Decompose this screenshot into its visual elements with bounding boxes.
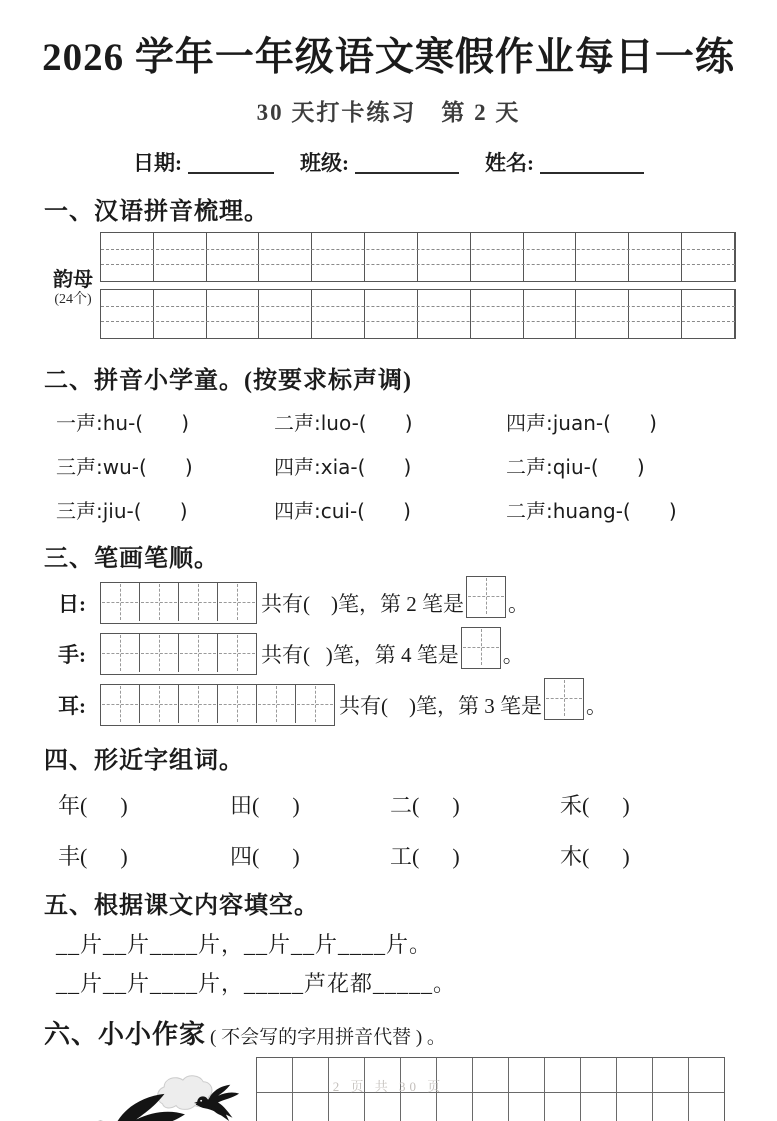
grid-cell <box>462 628 500 666</box>
grid-cell <box>101 583 140 621</box>
section3-heading: 三、笔画笔顺。 <box>44 546 219 572</box>
vowel-label: 韵母 <box>53 269 93 292</box>
grid-cell <box>689 1093 724 1121</box>
grid-row <box>100 289 736 339</box>
grid-cell <box>101 233 154 281</box>
word-item: 二( ) <box>390 793 460 818</box>
grid-row <box>100 633 257 675</box>
word-item: 年( ) <box>58 793 128 818</box>
word-item: 木( ) <box>560 844 630 869</box>
pinyin-grid-label <box>46 269 100 308</box>
stroke-question-text: 共有( )笔，第 2 笔是 <box>261 592 464 616</box>
stroke-period: 。 <box>502 643 524 667</box>
tone-item: 二声:qiu-( ) <box>506 455 645 479</box>
section4-heading: 四、形近字组词。 <box>44 748 244 774</box>
page-title: 2026 学年一年级语文寒假作业每日一练 <box>42 36 735 79</box>
class-blank <box>355 150 459 174</box>
tone-item: 四声:cui-( ) <box>274 499 411 523</box>
name-field <box>485 147 644 177</box>
stroke-answer-box <box>544 678 584 720</box>
grid-cell <box>179 685 218 723</box>
section6-heading <box>44 1014 777 1051</box>
tone-item: 二声:luo-( ) <box>274 411 413 435</box>
grid-cell <box>365 1093 401 1121</box>
name-blank <box>540 150 644 174</box>
grid-cell <box>259 233 312 281</box>
grid-row <box>461 627 501 669</box>
grid-cell <box>473 1093 509 1121</box>
stroke-row-ri <box>58 582 777 624</box>
tone-item: 二声:huang-( ) <box>506 499 677 523</box>
grid-cell <box>576 233 629 281</box>
stroke-question-text: 共有( )笔，第 3 笔是 <box>339 694 542 718</box>
grid-cell <box>682 233 735 281</box>
date-label: 日期: <box>133 151 182 175</box>
grid-cell <box>617 1093 653 1121</box>
grid-cell <box>581 1093 617 1121</box>
grid-cell <box>140 634 179 672</box>
tone-item: 三声:wu-( ) <box>56 455 193 479</box>
grid-cell <box>418 233 471 281</box>
grid-cell <box>312 290 365 338</box>
stroke-period: 。 <box>586 694 607 718</box>
grid-cell <box>101 685 140 723</box>
grid-row <box>100 684 335 726</box>
grid-cell <box>629 233 682 281</box>
name-label: 姓名: <box>485 151 534 175</box>
grid-row <box>257 1093 724 1121</box>
grid-row <box>100 582 257 624</box>
tone-item: 三声:jiu-( ) <box>56 499 188 523</box>
grid-cell <box>682 290 735 338</box>
stroke-question-text: 共有( )笔，第 4 笔是 <box>261 643 459 667</box>
grid-row <box>466 576 506 618</box>
section5-heading: 五、根据课文内容填空。 <box>44 893 319 919</box>
tone-items-grid <box>56 407 777 524</box>
pinyin-fourline-grid <box>100 232 736 346</box>
word-item: 丰( ) <box>58 844 128 869</box>
section6-note: ( 不会写的字用拼音代替 ) 。 <box>210 1027 446 1048</box>
grid-cell <box>471 233 524 281</box>
fill-in-line: __片__片____片，_____芦花都_____。 <box>56 971 457 996</box>
grid-cell <box>257 1093 293 1121</box>
stroke-row-shou <box>58 633 777 675</box>
stroke-character: 耳: <box>58 694 86 718</box>
grid-cell <box>545 679 583 717</box>
grid-cell <box>140 685 179 723</box>
grid-cell <box>207 233 260 281</box>
word-item: 四( ) <box>230 844 300 869</box>
grid-cell <box>545 1093 581 1121</box>
stroke-period: 。 <box>508 592 529 616</box>
grid-cell <box>154 290 207 338</box>
grid-cell <box>653 1093 689 1121</box>
grid-cell <box>207 290 260 338</box>
tone-item: 一声:hu-( ) <box>56 411 190 435</box>
word-item: 禾( ) <box>560 793 630 818</box>
grid-cell <box>312 233 365 281</box>
word-item: 田( ) <box>230 793 300 818</box>
vowel-count-label: (24个) <box>54 292 92 308</box>
tone-item: 四声:xia-( ) <box>274 455 412 479</box>
section1-heading: 一、汉语拼音梳理。 <box>44 199 269 225</box>
grid-cell <box>576 290 629 338</box>
grid-cell <box>259 290 312 338</box>
tone-item: 四声:juan-( ) <box>506 411 657 435</box>
grid-cell <box>101 290 154 338</box>
grid-cell <box>418 290 471 338</box>
grid-cell <box>524 233 577 281</box>
pinyin-review-block <box>46 232 777 346</box>
stroke-order-grid <box>100 582 257 624</box>
stroke-row-er <box>58 684 777 726</box>
stroke-order-grid <box>100 633 257 675</box>
grid-cell <box>218 634 256 672</box>
stroke-character: 日: <box>58 592 86 616</box>
word-pairs-grid <box>58 789 777 871</box>
info-line <box>0 147 777 177</box>
stroke-order-grid <box>100 684 335 726</box>
section2-heading: 二、拼音小学童。(按要求标声调) <box>44 368 412 394</box>
word-item: 工( ) <box>390 844 460 869</box>
grid-cell <box>365 290 418 338</box>
grid-cell <box>218 583 256 621</box>
grid-cell <box>629 290 682 338</box>
grid-cell <box>401 1093 437 1121</box>
grid-cell <box>257 685 296 723</box>
section6-title: 六、小小作家 <box>44 1020 207 1049</box>
stroke-answer-box <box>466 576 506 618</box>
fill-in-line: __片__片____片，__片__片____片。 <box>56 932 433 957</box>
grid-cell <box>140 583 179 621</box>
page-number-footer: 2 页 共 30 页 <box>332 1079 445 1094</box>
grid-cell <box>329 1093 365 1121</box>
grid-cell <box>471 290 524 338</box>
grid-cell <box>218 685 257 723</box>
date-blank <box>188 150 274 174</box>
date-field <box>133 147 274 177</box>
grid-cell <box>467 577 505 615</box>
class-field <box>300 147 459 177</box>
grid-row <box>100 232 736 282</box>
grid-cell <box>296 685 334 723</box>
grid-cell <box>437 1093 473 1121</box>
grid-cell <box>179 634 218 672</box>
grid-cell <box>293 1093 329 1121</box>
grid-cell <box>154 233 207 281</box>
grid-row <box>544 678 584 720</box>
page-subtitle: 30 天打卡练习 第 2 天 <box>256 100 521 125</box>
stroke-answer-box <box>461 627 501 669</box>
grid-cell <box>524 290 577 338</box>
grid-cell <box>101 634 140 672</box>
grid-cell <box>365 233 418 281</box>
stroke-character: 手: <box>58 643 86 667</box>
class-label: 班级: <box>300 151 349 175</box>
grid-cell <box>509 1093 545 1121</box>
grid-cell <box>179 583 218 621</box>
